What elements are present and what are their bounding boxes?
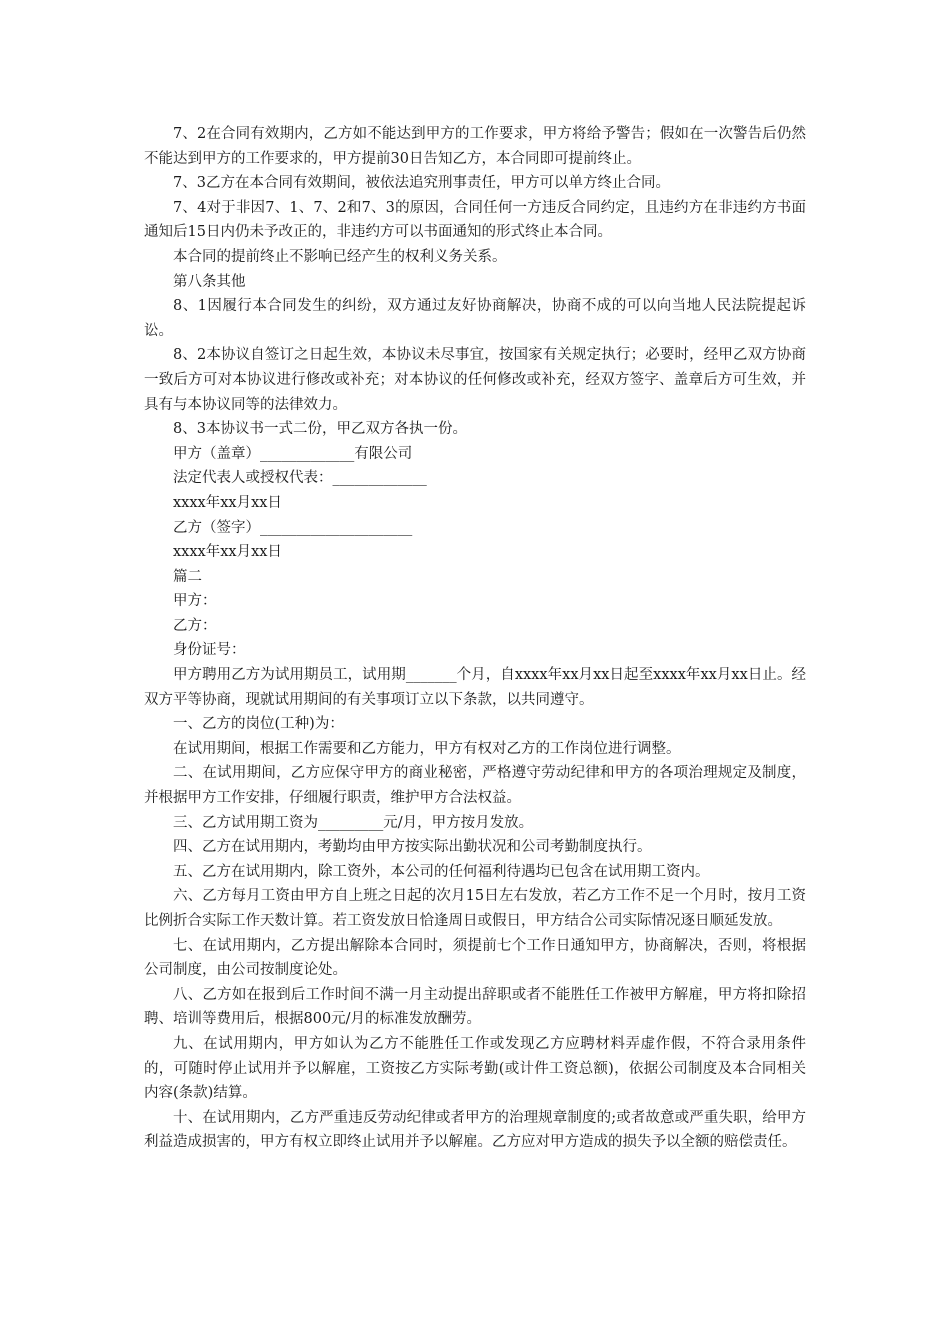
termination-note: 本合同的提前终止不影响已经产生的权利义务关系。 xyxy=(173,248,507,265)
party-b-signature-line: 乙方（签字）_____________________ xyxy=(173,519,413,536)
item-10: 十、在试用期内，乙方严重违反劳动纪律或者甲方的治理规章制度的;或者故意或严重失职，给甲方利益造成损害的，甲方有权立即终止试用并予以解雇。乙方应对甲方造成的损失予以全额的赔偿责任。 xyxy=(144,1109,806,1151)
section-two-heading: 篇二 xyxy=(173,568,202,585)
item-8: 八、乙方如在报到后工作时间不满一月主动提出辞职或者不能胜任工作被甲方解雇，甲方将扣除招聘、培训等费用后，根据800元/月的标准发放酬劳。 xyxy=(144,986,806,1028)
probation-intro: 甲方聘用乙方为试用期员工，试用期_______个月，自xxxx年xx月xx日起至xxxx年xx月xx日止。经双方平等协商，现就试用期间的有关事项订立以下条款，以共同遵守。 xyxy=(144,667,806,708)
party-a-label: 甲方： xyxy=(173,593,217,610)
item-9: 九、在试用期内，甲方如认为乙方不能胜任工作或发现乙方应聘材料弄虚作假，不符合录用条件的，可随时停止试用并予以解雇，工资按乙方实际考勤(或计件工资总额)，依据公司制度及本合同相关内容(条款)结算。 xyxy=(144,1035,806,1102)
item-7: 七、在试用期内，乙方提出解除本合同时，须提前七个工作日通知甲方，协商解决，否则，将根据公司制度，由公司按制度论处。 xyxy=(144,937,806,979)
clause-7-2: 7、2在合同有效期内，乙方如不能达到甲方的工作要求，甲方将给予警告；假如在一次警告后仍然不能达到甲方的工作要求的，甲方提前30日告知乙方，本合同即可提前终止。 xyxy=(144,126,806,167)
party-b-label: 乙方： xyxy=(173,617,217,634)
clause-8-2: 8、2本协议自签订之日起生效，本协议未尽事宜，按国家有关规定执行；必要时，经甲乙双方协商一致后方可对本协议进行修改或补充；对本协议的任何修改或补充，经双方签字、盖章后方可生效，并具有与本协议同等的法律效力。 xyxy=(144,347,806,413)
item-1-position: 一、乙方的岗位(工种)为： xyxy=(173,716,344,733)
document-body xyxy=(144,122,806,1155)
legal-representative-line: 法定代表人或授权代表：_____________ xyxy=(173,470,427,487)
clause-7-4: 7、4对于非因7、1、7、2和7、3的原因，合同任何一方违反合同约定，且违约方在非违约方书面通知后15日内仍未予改正的，非违约方可以书面通知的形式终止本合同。 xyxy=(144,199,806,241)
clause-8-1: 8、1因履行本合同发生的纠纷，双方通过友好协商解决，协商不成的可以向当地人民法院提起诉讼。 xyxy=(144,298,806,339)
clause-8-3: 8、3本协议书一式二份，甲乙双方各执一份。 xyxy=(173,421,467,438)
party-a-seal-line: 甲方（盖章）_____________有限公司 xyxy=(173,445,413,462)
date-line-2: xxxx年xx月xx日 xyxy=(173,544,282,561)
article-8-heading: 第八条其他 xyxy=(173,273,246,290)
item-3: 三、乙方试用期工资为_________元/月，甲方按月发放。 xyxy=(173,814,534,831)
id-number-label: 身份证号： xyxy=(173,642,246,659)
item-6: 六、乙方每月工资由甲方自上班之日起的次月15日左右发放，若乙方工作不足一个月时，按月工资比例折合实际工作天数计算。若工资发放日恰逢周日或假日，甲方结合公司实际情况逐日顺延发放。 xyxy=(144,888,806,929)
date-line-1: xxxx年xx月xx日 xyxy=(173,494,282,511)
item-2: 二、在试用期间，乙方应保守甲方的商业秘密，严格遵守劳动纪律和甲方的各项治理规定及制度，并根据甲方工作安排，仔细履行职责，维护甲方合法权益。 xyxy=(144,765,806,807)
item-1-detail: 在试用期间，根据工作需要和乙方能力，甲方有权对乙方的工作岗位进行调整。 xyxy=(173,740,681,757)
clause-7-3: 7、3乙方在本合同有效期间，被依法追究刑事责任，甲方可以单方终止合同。 xyxy=(173,175,670,192)
item-5: 五、乙方在试用期内，除工资外，本公司的任何福利待遇均已包含在试用期工资内。 xyxy=(173,863,710,880)
item-4: 四、乙方在试用期内，考勤均由甲方按实际出勤状况和公司考勤制度执行。 xyxy=(173,839,652,856)
